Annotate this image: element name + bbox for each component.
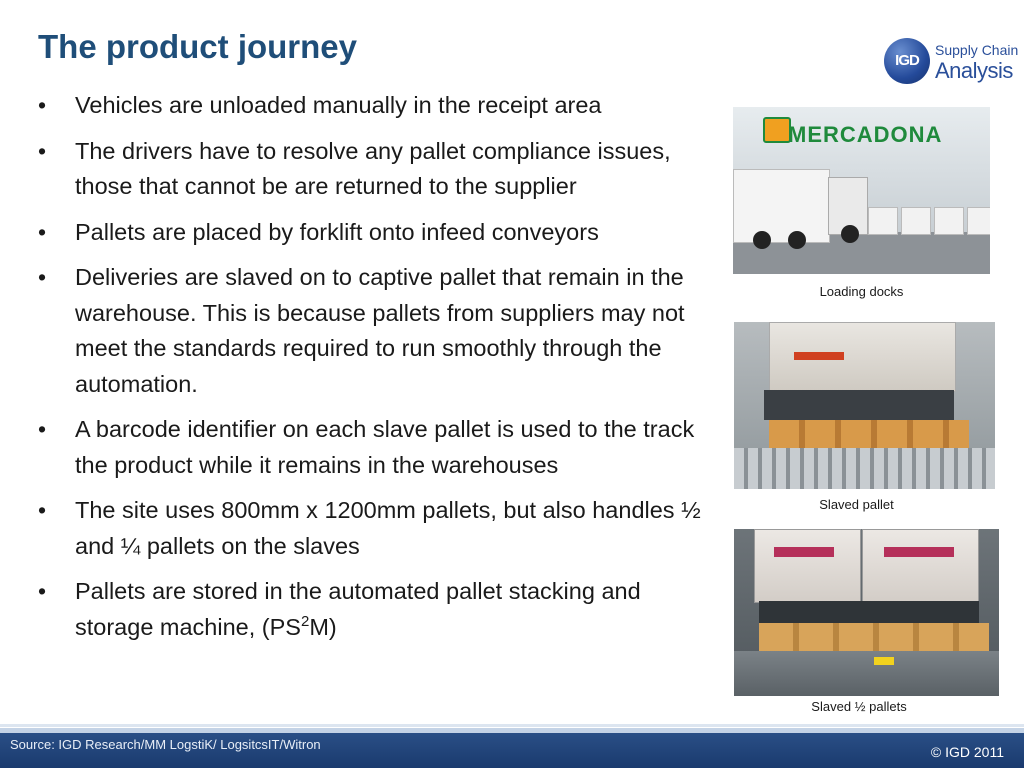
bullet-text: Pallets are stored in the automated pallet stacking and storage machine, (PS [75,578,641,640]
footer-divider [0,724,1024,727]
bullet-item [38,574,718,645]
photo-caption: Loading docks [819,284,904,299]
slaved-half-pallets-photo [734,529,999,696]
logo-text-line2: Analysis [935,58,1013,83]
slaved-pallet-photo [734,322,995,489]
mercadona-logo-icon [763,117,791,143]
bullet-item: • Vehicles are unloaded manually in the receipt area [38,88,718,124]
source-note: Source: IGD Research/MM LogstiK/ LogsitcsIT/Witron [10,737,321,752]
bullet-text: M) [309,613,337,640]
bullet-item: • The site uses 800mm x 1200mm pallets, but also handles ½ and ¼ pallets on the slaves [38,493,718,564]
photo-caption: Slaved ½ pallets [811,699,907,714]
bullet-item: • A barcode identifier on each slave pallet is used to the track the product while it remains in the warehouses [38,412,718,483]
slide-title: The product journey [38,28,358,65]
bullet-item: • Deliveries are slaved on to captive pallet that remain in the warehouse. This is because pallets from suppliers may not meet the standards required to run smoothly through the automation. [38,260,718,402]
bullet-list [38,88,718,655]
loading-docks-photo [733,107,990,274]
mercadona-sign: MERCADONA [788,122,943,147]
bullet-item: • The drivers have to resolve any pallet compliance issues, those that cannot be are returned to the supplier [38,134,718,205]
superscript: 2 [300,612,310,630]
copyright-notice: © IGD 2011 [930,744,1004,760]
bullet-item: • Pallets are placed by forklift onto infeed conveyors [38,215,718,251]
igd-logo-mark: IGD [884,38,930,84]
photo-caption: Slaved pallet [819,497,894,512]
igd-logo [884,36,1019,86]
logo-text-line1: Supply Chain [935,42,1019,58]
